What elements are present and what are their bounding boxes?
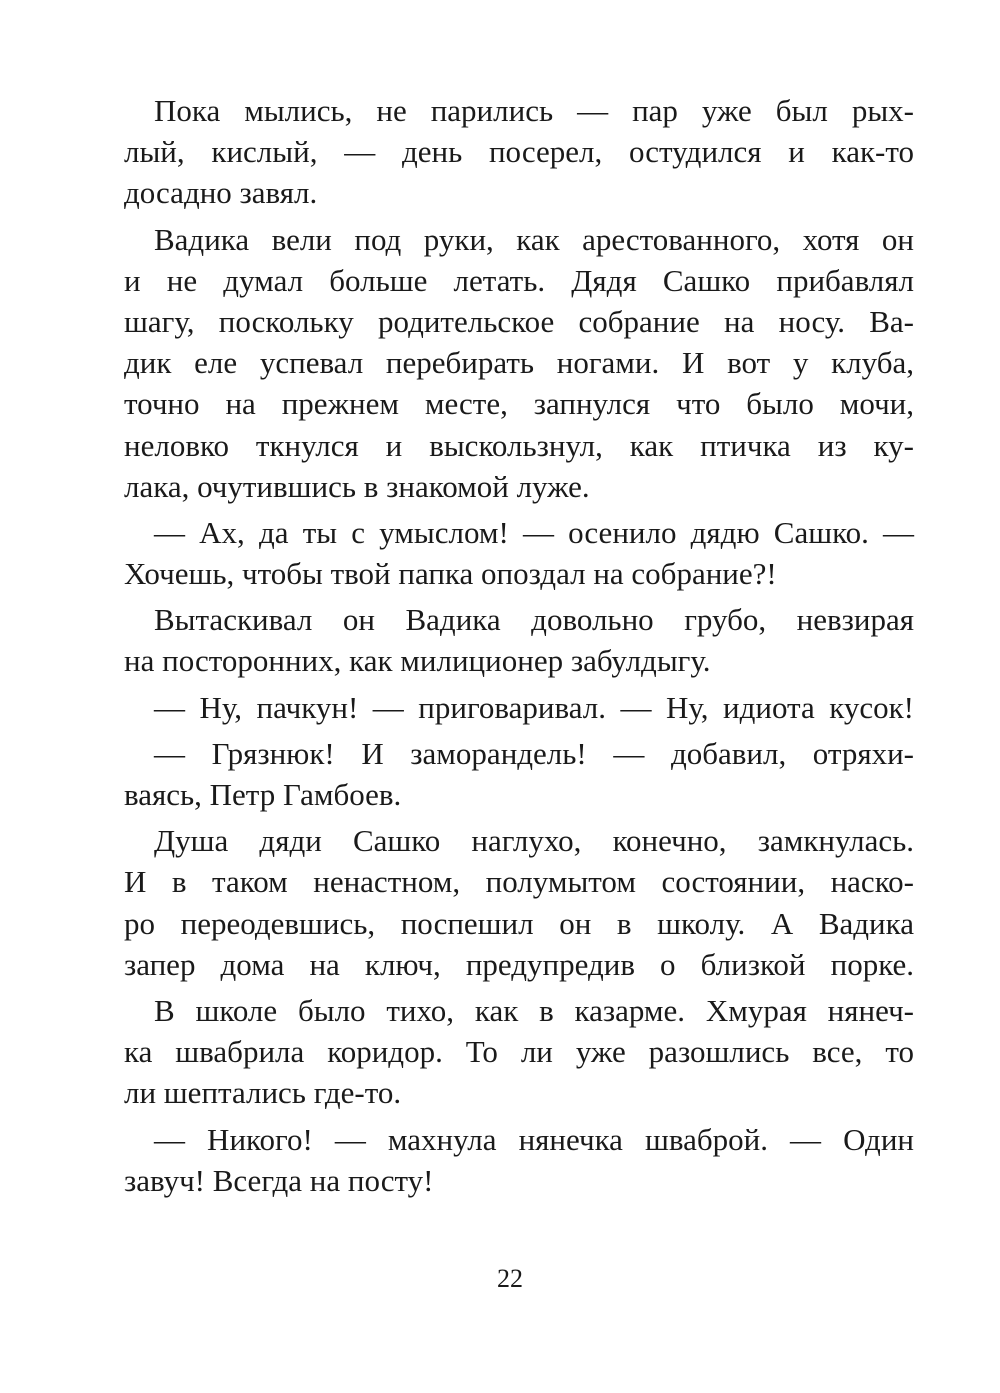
- text-line: лый, кислый, — день посерел, остудился и как-то: [124, 134, 914, 170]
- page-number: 22: [497, 1264, 523, 1293]
- text-line: И в таком ненастном, полумытом состоянии, наско-: [124, 864, 914, 900]
- text-line: дик еле успевал перебирать ногами. И вот у клуба,: [124, 345, 914, 381]
- text-line: и не думал больше летать. Дядя Сашко прибавлял: [124, 262, 914, 298]
- text-line: ка швабрила коридор. То ли уже разошлись все, то: [124, 1034, 914, 1070]
- text-line: Пока мылись, не парились — пар уже был рых-: [154, 93, 914, 128]
- paragraph: [124, 219, 914, 507]
- paragraph: [124, 599, 914, 681]
- text-line: — Ах, да ты с умыслом! — осенило дядю Сашко. —: [154, 514, 914, 550]
- paragraph: [124, 733, 914, 815]
- paragraph: [124, 687, 914, 728]
- text-line: шагу, поскольку родительское собрание на носу. Ва-: [124, 303, 914, 339]
- text-line: завуч! Всегда на посту!: [124, 1162, 434, 1198]
- text-line: — Грязнюк! И заморандель! — добавил, отряхи-: [154, 735, 914, 771]
- text-line: — Никого! — махнула нянечка шваброй. — Один: [154, 1121, 914, 1157]
- text-line: досадно завял.: [124, 175, 318, 211]
- text-line: В школе было тихо, как в казарме. Хмурая нянеч-: [154, 992, 914, 1028]
- text-line: Душа дяди Сашко наглухо, конечно, замкнулась.: [154, 823, 914, 859]
- paragraph: [124, 512, 914, 594]
- paragraph: [124, 90, 914, 214]
- paragraph: [124, 1119, 914, 1201]
- text-line: неловко ткнулся и выскользнул, как птичка из ку-: [124, 427, 914, 463]
- text-line: Хочешь, чтобы твой папка опоздал на собрание?!: [124, 556, 777, 592]
- text-line: запер дома на ключ, предупредив о близкой порке.: [124, 946, 914, 982]
- text-line: ро переодевшись, поспешил он в школу. А Вадика: [124, 905, 914, 941]
- paragraph: [124, 820, 914, 985]
- text-line: ли шептались где-то.: [124, 1075, 402, 1111]
- text-line: на посторонних, как милиционер забулдыгу.: [124, 643, 711, 679]
- text-line: Вадика вели под руки, как арестованного, хотя он: [154, 221, 914, 257]
- text-line: точно на прежнем месте, запнулся что было мочи,: [124, 386, 914, 422]
- text-line: Вытаскивал он Вадика довольно грубо, невзирая: [154, 602, 914, 638]
- paragraph: [124, 990, 914, 1114]
- text-line: ваясь, Петр Гамбоев.: [124, 777, 402, 812]
- text-line: — Ну, пачкун! — приговаривал. — Ну, идиота кусок!: [154, 689, 914, 725]
- page-text: [124, 90, 914, 1201]
- text-line: лака, очутившись в знакомой луже.: [124, 468, 590, 504]
